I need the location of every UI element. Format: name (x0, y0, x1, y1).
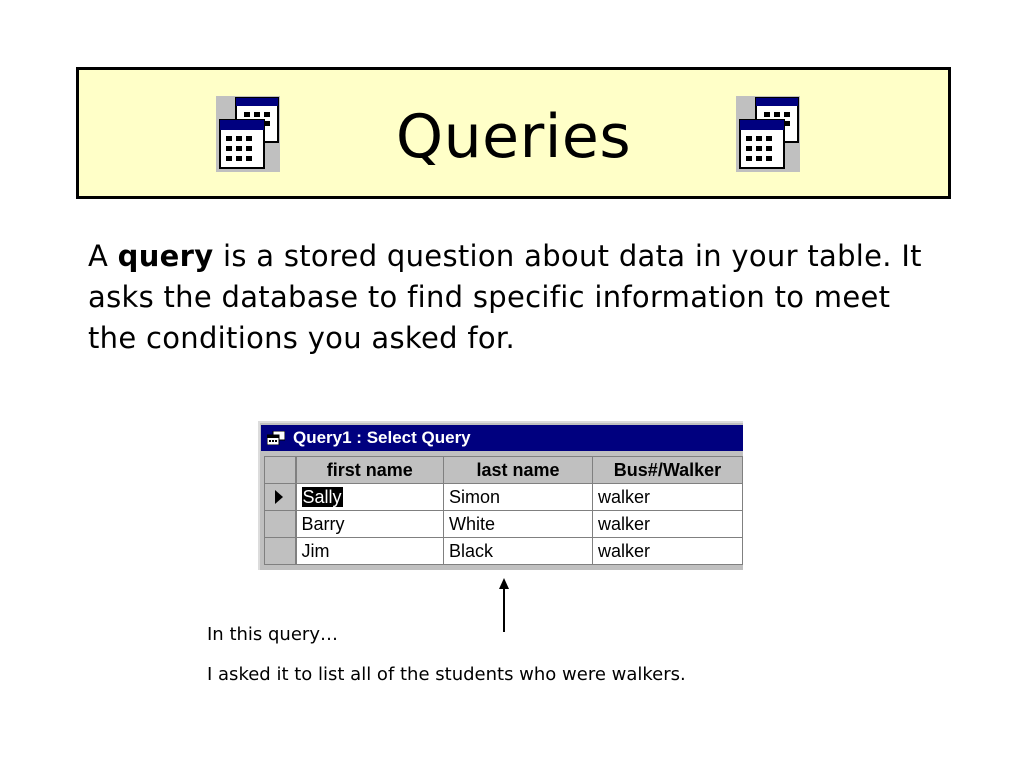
slide-title: Queries (395, 102, 632, 172)
cell-first-name[interactable] (296, 484, 444, 511)
cell-last-name[interactable]: Black (444, 538, 593, 565)
record-selector[interactable] (265, 484, 296, 511)
intro-keyword: query (117, 239, 214, 273)
query-window-title: Query1 : Select Query (293, 428, 471, 447)
table-row (265, 511, 743, 538)
query-table-icon (736, 96, 800, 172)
cell-first-name[interactable]: Barry (296, 511, 444, 538)
cell-bus-walker[interactable]: walker (593, 538, 743, 565)
select-all-corner[interactable] (265, 457, 296, 484)
record-selector[interactable] (265, 538, 296, 565)
cell-last-name[interactable]: Simon (444, 484, 593, 511)
caption-line-2: I asked it to list all of the students who were walkers. (207, 664, 686, 685)
intro-rest: is a stored question about data in your table. It asks the database to find specific information to meet the conditions you asked for. (88, 239, 922, 355)
table-row (265, 538, 743, 565)
intro-prefix: A (88, 239, 118, 273)
query-results-grid (264, 456, 743, 565)
header-row (265, 457, 743, 484)
record-selector[interactable] (265, 511, 296, 538)
query-window-titlebar[interactable] (261, 425, 743, 451)
column-header-last-name[interactable]: last name (444, 457, 593, 484)
column-header-bus-walker[interactable]: Bus#/Walker (593, 457, 743, 484)
cell-first-name[interactable]: Jim (296, 538, 444, 565)
query-window-icon (267, 431, 285, 445)
cell-bus-walker[interactable]: walker (593, 484, 743, 511)
column-header-first-name[interactable]: first name (296, 457, 444, 484)
cell-bus-walker[interactable]: walker (593, 511, 743, 538)
query-window (258, 421, 743, 570)
intro-paragraph (88, 236, 948, 359)
up-arrow-icon (496, 578, 512, 634)
table-row (265, 484, 743, 511)
record-selector-arrow-icon (275, 490, 283, 504)
selected-text: Sally (302, 486, 342, 507)
title-box (76, 67, 951, 199)
cell-last-name[interactable]: White (444, 511, 593, 538)
caption-line-1: In this query… (207, 624, 338, 645)
